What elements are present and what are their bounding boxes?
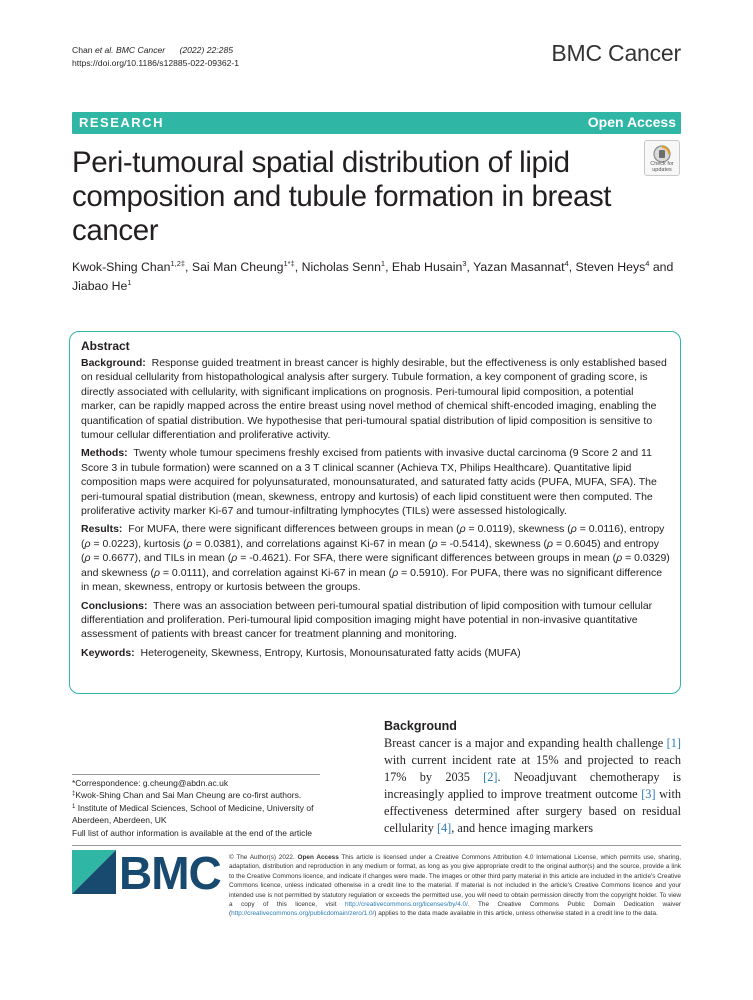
license-open-access: Open Access: [297, 854, 339, 861]
author-affiliation-mark: 3: [462, 259, 467, 268]
author-affiliation-mark: 4: [564, 259, 569, 268]
citation-authors: Chan: [72, 45, 93, 55]
section-band: [72, 112, 681, 134]
citation-journal: et al. BMC Cancer: [94, 45, 166, 55]
license-body-2: . The Creative Commons Public Domain Dedication waiver (: [229, 901, 682, 918]
author-affiliation-mark: 1*‡: [283, 259, 295, 268]
abstract-keywords: [81, 646, 670, 660]
background-text: Breast cancer is a major and expanding health challenge: [384, 736, 667, 750]
cofirst-text: Kwok-Shing Chan and Sai Man Cheung are co-first authors.: [75, 790, 302, 801]
license-body-1: This article is licensed under a Creative Commons Attribution 4.0 International License, which permits use, sharing, adaptation, distribution and reproduction in any medium or format, as long as you give appropriate credit to the original author(s) and the source, provide a link to the Creative Commons licence, and indicate if changes were made. The images or other third party material in this article are included in the article's Creative Commons licence, unless indicated otherwise in a credit line to the material. If material is not included in the article's Creative Commons licence and your intended use is not permitted by statutory regulation or exceeds the permitted use, you will need to obtain permission directly from the copyright holder. To view a copy of this licence, visit: [229, 854, 681, 909]
author-name[interactable]: Nicholas Senn: [301, 260, 381, 274]
doi-link[interactable]: https://doi.org/10.1186/s12885-022-09362-1: [72, 57, 240, 68]
rho-symbol: ρ: [547, 537, 554, 550]
author-notes: [72, 774, 320, 839]
background-text: , and hence imaging markers: [451, 821, 593, 836]
correspondence-note[interactable]: *Correspondence: g.cheung@abdn.ac.uk: [72, 778, 229, 788]
open-access-label: Open Access: [587, 114, 676, 130]
author-affiliation-mark: 1: [127, 278, 132, 287]
author-name[interactable]: Ehab Husain: [391, 260, 463, 274]
rho-symbol: ρ: [431, 537, 438, 550]
license-text: [229, 853, 681, 919]
background-body: [384, 735, 681, 838]
citation-line: [72, 44, 239, 57]
background-text: with current incident rate at 15% and projected to reach 17% by 2035: [384, 753, 681, 785]
rho-symbol: ρ: [616, 552, 623, 565]
citation-year: (2022) 22:285: [179, 45, 233, 55]
reference-link[interactable]: [2]: [483, 770, 498, 785]
abstract-box: [69, 331, 681, 694]
rho-symbol: ρ: [231, 552, 238, 565]
abstract-background: [81, 356, 670, 442]
methods-label: Methods:: [81, 447, 128, 460]
background-heading: Background: [384, 719, 457, 733]
conclusions-text: There was an association between peri-tumoural spatial distribution of lipid composition with tumour cellular differentiation and proliferation. Peri-tumoural lipid composition imaging might have potential in non-invasive quantitative assessment of patients with breast cancer for treatment planning and monitoring.: [81, 599, 653, 641]
license-lead: © The Author(s) 2022.: [229, 854, 298, 861]
background-text: . Neoadjuvant chemotherapy is increasingly applied to improve treatment outcome: [384, 770, 682, 802]
badge-line-1: Check for: [650, 161, 674, 167]
rho-symbol: ρ: [84, 552, 91, 565]
abstract-title: Abstract: [81, 339, 130, 353]
cofirst-mark: ‡: [72, 791, 76, 798]
reference-link[interactable]: [1]: [666, 736, 681, 750]
citation-header: [72, 44, 239, 69]
affiliation-text: Institute of Medical Sciences, School of Medicine, University of Aberdeen, Aberdeen, UK: [72, 802, 314, 826]
author-name[interactable]: Jiabao He: [72, 279, 128, 293]
reference-link[interactable]: [3]: [641, 787, 656, 802]
methods-text: Twenty whole tumour specimens freshly excised from patients with invasive ductal carcinoma (9 Score 2 and 11 Score 3 in tubule formation) were scanned on a 3 T clinical scanner (Achieva TX, Philips Healthcare). Quantitative lipid composition maps were acquired for polyunsaturated, monounsaturated, and saturated fatty acids (PUFA, MUFA, SFA). The peri-tumoural spatial distribution (mean, skewness, entropy and kurtosis) of each lipid constituent were then computed. The proliferative activity marker Ki-67 and tumour-infiltrating lymphocytes (TILs) were assessed histologically.: [81, 447, 657, 518]
author-name[interactable]: Yazan Masannat: [473, 260, 565, 274]
cofirst-note: [72, 789, 320, 801]
background-text: with effectiveness determined after surgery based on residual cellularity: [384, 787, 682, 836]
abstract-conclusions: [81, 599, 670, 642]
bmc-logo-icon: [72, 850, 116, 894]
author-list: Kwok-Shing Chan$^{1,2\ddagger}$, Sai Man Cheung$^{1*\ddagger}$, Nicholas Senn$^1$, Ehab Husain$^3$, Yazan Masannat$^4$, Steven Heys$^4$ and Jiabao He$^1$: [72, 259, 674, 293]
rho-symbol: ρ: [459, 523, 466, 536]
bmc-logo: [72, 847, 225, 899]
article-title: Peri-tumoural spatial distribution of lipid composition and tubule formation in breast cancer: [72, 146, 612, 247]
check-for-updates-text: [645, 161, 679, 173]
abstract-methods: [81, 446, 670, 518]
rho-symbol: ρ: [392, 566, 399, 579]
bmc-logo-text: BMC: [119, 847, 221, 899]
abstract-results: [81, 522, 670, 594]
author-name[interactable]: Steven Heys: [575, 260, 646, 274]
rho-symbol: ρ: [570, 523, 577, 536]
keywords-label: Keywords:: [81, 646, 135, 659]
reference-link[interactable]: [4]: [436, 821, 452, 836]
check-for-updates-badge[interactable]: [644, 140, 680, 176]
section-label: RESEARCH: [79, 115, 164, 130]
badge-line-2: updates: [652, 167, 672, 173]
author-affiliation-mark: 4: [645, 259, 650, 268]
rho-symbol: ρ: [153, 566, 160, 579]
license-body-3: ) applies to the data made available in this article, unless otherwise stated in a credit line to the data.: [374, 910, 658, 918]
journal-name: BMC Cancer: [551, 40, 681, 66]
rho-symbol: ρ: [186, 537, 193, 550]
license-link-2[interactable]: http://creativecommons.org/publicdomain/zero/1.0/: [231, 910, 375, 918]
background-label: Background:: [81, 357, 146, 369]
author-affiliation-mark: 1: [380, 259, 386, 268]
results-text: For MUFA, there were significant differences between groups in mean (ρ = 0.0119), skewness (ρ = 0.0116), entropy (ρ = 0.0223), kurtosis (ρ = 0.0381), and correlations against Ki-67 in mean (ρ = -0.5414), skewness (ρ = 0.6045) and entropy (ρ = 0.6677), and TILs in mean (ρ = -0.4621). For SFA, there were significant differences between groups in mean (ρ = 0.0329) and skewness (ρ = 0.0111), and correlation against Ki-67 in mean (ρ = 0.5910). For PUFA, there was no significant difference in mean, skewness, entropy or kurtosis between the groups.: [81, 523, 670, 594]
author-name[interactable]: Sai Man Cheung: [191, 260, 284, 274]
license-link-1[interactable]: http://creativecommons.org/licenses/by/4.0/: [344, 901, 468, 909]
results-label: Results:: [81, 523, 123, 536]
keywords-text: Heterogeneity, Skewness, Entropy, Kurtosis, Monounsaturated fatty acids (MUFA): [140, 646, 521, 659]
rho-symbol: ρ: [84, 537, 91, 550]
full-list-note: Full list of author information is available at the end of the article: [72, 827, 313, 838]
author-name[interactable]: Kwok-Shing Chan: [72, 260, 171, 274]
affiliation-mark: 1: [72, 803, 76, 810]
author-affiliation-mark: 1,2‡: [170, 259, 186, 268]
background-text: Response guided treatment in breast cancer is highly desirable, but the effectiveness is only established based on residual cellularity from histopathological analysis after surgery. Tubule formation, a key component of grading score, is directly associated with cellularity, with significant implications on prognosis. Peri-tumoural lipid composition, a potential marker, can be rapidly mapped across the entire breast using novel method of chemical shift-encoded imaging, enabling the quantification of spatial distribution. We hypothesise that peri-tumoural spatial distribution of lipid composition is sensitive to tumour cellular differentiation and proliferative activity.: [81, 357, 667, 442]
affiliation-note: [72, 802, 320, 827]
conclusions-label: Conclusions:: [81, 599, 148, 612]
